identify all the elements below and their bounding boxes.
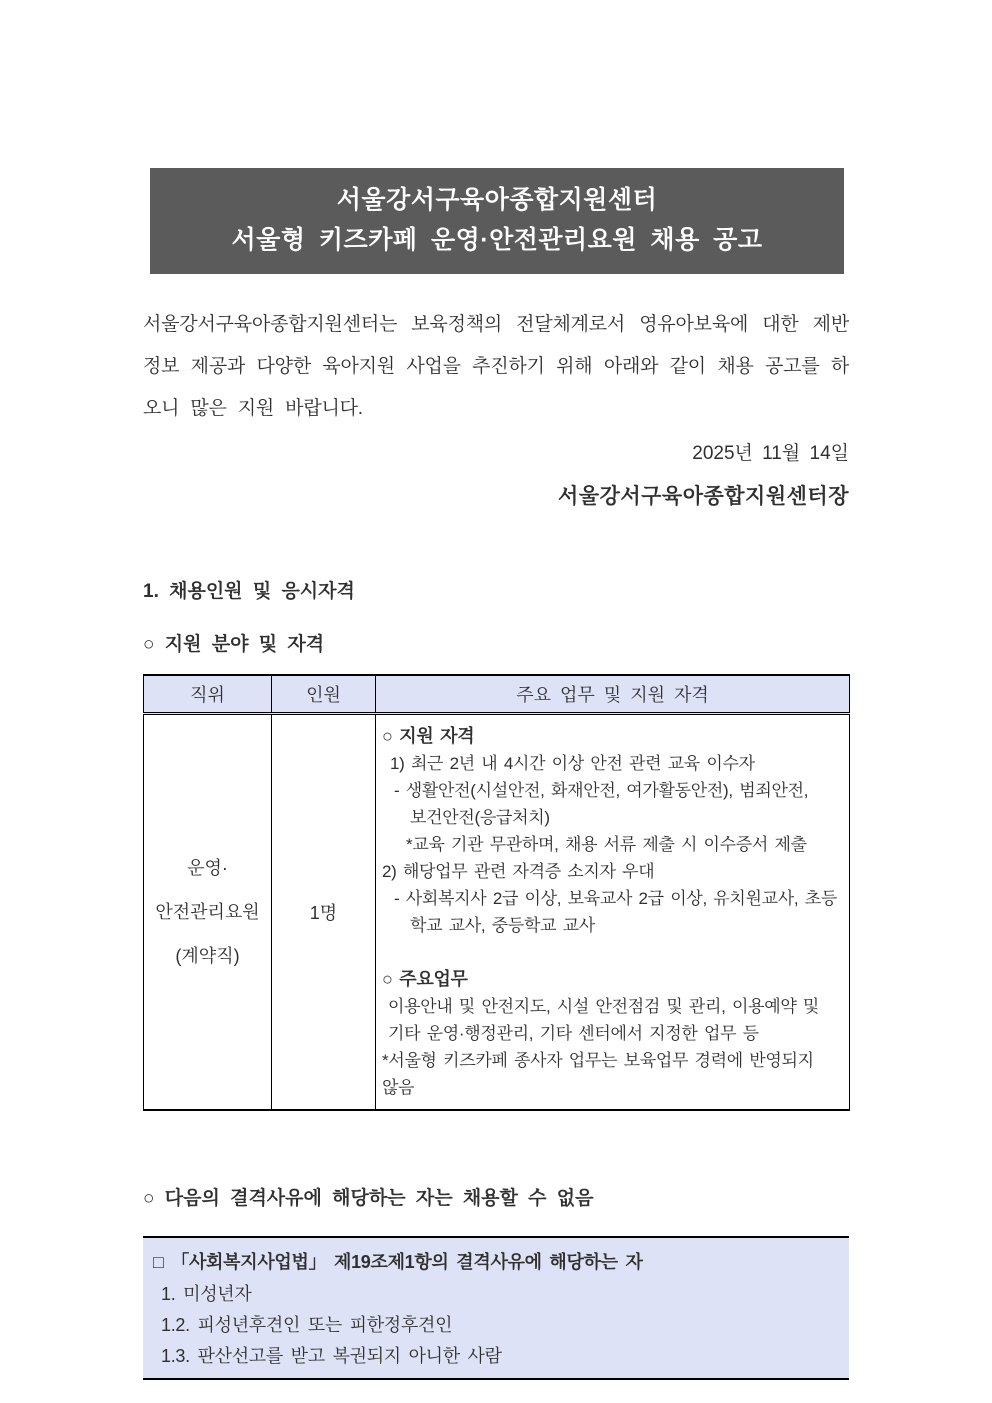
detail-line: - 사회복지사 2급 이상, 보육교사 2급 이상, 유치원교사, 초등 [394,889,838,908]
apply-subsection-heading: ○ 지원 분야 및 자격 [143,634,325,655]
detail-line: 1) 최근 2년 내 4시간 이상 안전 관련 교육 이수자 [390,754,755,773]
detail-line: 2) 해당업무 관련 자격증 소지자 우대 [382,862,655,881]
date-line: 2025년 11월 14일 [692,443,849,464]
qualification-title: ○ 지원 자격 [382,726,475,746]
detail-line: 기타 운영·행정관리, 기타 센터에서 지정한 업무 등 [388,1024,759,1043]
job-table [143,674,850,1111]
intro-paragraph: 서울강서구육아종합지원센터는 보육정책의 전달체계로서 영유아보육에 대한 제반 정보 제공과 다양한 육아지원 사업을 추진하기 위해 아래와 같이 채용 공고를 하오니 많은 지원 바랍니다. [143,314,849,419]
column-header-position: 직위 [144,675,272,714]
section-1-heading: 1. 채용인원 및 응시자격 [143,581,355,602]
disqualification-box [143,1236,849,1380]
signature-line: 서울강서구육아종합지원센터장 [557,485,849,508]
disqualification-heading: ○ 다음의 결격사유에 해당하는 자는 채용할 수 없음 [143,1188,594,1209]
main-duties-title: ○ 주요업무 [382,969,468,989]
position-line: (계약직) [175,946,240,966]
duties-cell [376,714,850,1111]
title-line-1: 서울강서구육아종합지원센터 [336,186,658,214]
title-banner [150,168,844,274]
job-table-row [144,714,850,1111]
title-line-2: 서울형 키즈카페 운영·안전관리요원 채용 공고 [231,226,763,254]
detail-line: *교육 기관 무관하며, 채용 서류 제출 시 이수증서 제출 [406,835,807,854]
column-header-duties: 주요 업무 및 지원 자격 [376,675,850,714]
detail-line: 않음 [382,1078,415,1097]
column-header-headcount: 인원 [272,675,376,714]
headcount-cell: 1명 [272,714,376,1111]
detail-line: *서울형 키즈카페 종사자 업무는 보육업무 경력에 반영되지 [382,1051,814,1070]
detail-line: 보건안전(응급처치) [410,808,550,827]
document-content [143,0,849,1380]
detail-line: 학교 교사, 중등학교 교사 [410,916,595,935]
detail-line: - 생활안전(시설안전, 화재안전, 여가활동안전), 범죄안전, [394,781,809,800]
disqualification-item: 1.2. 피성년후견인 또는 피한정후견인 [161,1315,453,1335]
disqualification-box-heading: □ 「사회복지사업법」 제19조제1항의 결격사유에 해당하는 자 [153,1252,643,1272]
job-table-header-row [144,675,850,714]
disqualification-item: 1.3. 판산선고를 받고 복권되지 아니한 사람 [161,1346,502,1366]
disqualification-item: 1. 미성년자 [161,1284,252,1304]
position-cell [144,714,272,1111]
position-line: 운영· [187,858,228,878]
detail-line: 이용안내 및 안전지도, 시설 안전점검 및 관리, 이용예약 및 [388,997,820,1016]
position-line: 안전관리요원 [155,902,260,922]
blank-line [382,939,845,966]
